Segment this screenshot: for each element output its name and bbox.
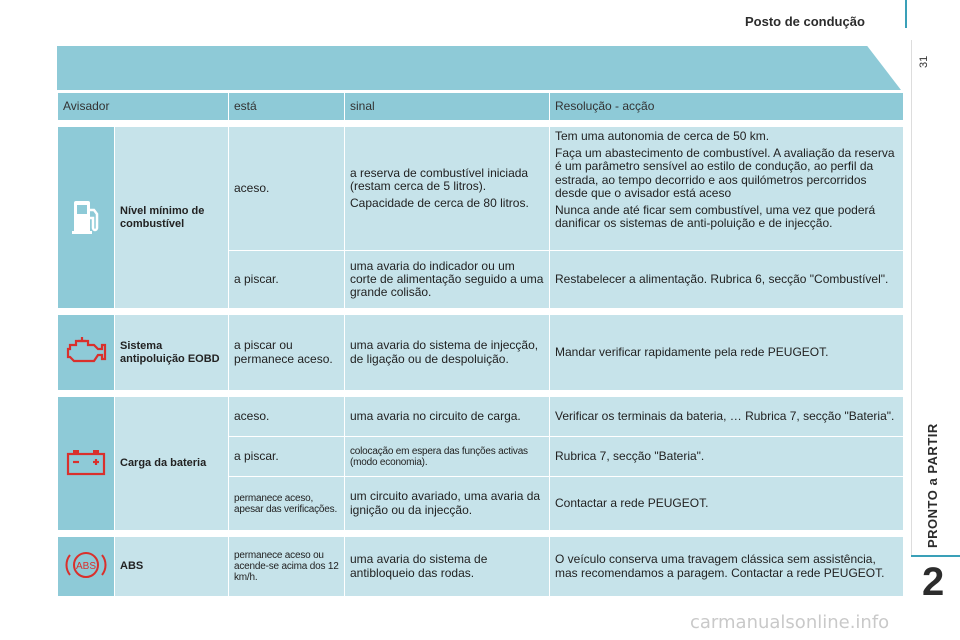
col-header-avisador: Avisador: [58, 93, 229, 121]
battery-icon: [65, 448, 107, 476]
fuel-action-1: [550, 127, 904, 251]
battery-state-3: permanece aceso, apesar das verificações.: [229, 477, 345, 531]
col-header-esta: está: [229, 93, 345, 121]
eobd-action: Mandar verificar rapidamente pela rede PEUGEOT.: [550, 315, 904, 391]
eobd-state: a piscar ou permanece aceso.: [229, 315, 345, 391]
battery-signal-1: uma avaria no circuito de carga.: [345, 397, 550, 437]
fuel-signal-2: uma avaria do indicador ou um corte de alimentação seguido a uma grande colisão.: [345, 251, 550, 309]
fuel-name: Nível mínimo de combustível: [115, 127, 229, 309]
battery-icon-cell: [58, 397, 115, 531]
table-banner: [57, 46, 901, 90]
table-header-row: [58, 93, 904, 121]
table-row: [58, 127, 904, 251]
col-header-resolucao: Resolução - acção: [550, 93, 904, 121]
fuel-action-1-autonomy: Tem uma autonomia de cerca de 50 km.: [555, 129, 770, 143]
header-accent-line: [905, 0, 907, 28]
footer-watermark: carmanualsonline.info: [690, 612, 890, 633]
abs-state: permanece aceso ou acende-se acima dos 12 km/h.: [229, 537, 345, 597]
fuel-signal-1-text: a reserva de combustível iniciada (restam cerca de 5 litros).: [350, 165, 529, 193]
abs-icon: [64, 547, 108, 583]
battery-signal-2: colocação em espera das funções activas (modo economia).: [345, 437, 550, 477]
eobd-icon-cell: [58, 315, 115, 391]
table-row: [58, 537, 904, 597]
battery-action-3: Contactar a rede PEUGEOT.: [550, 477, 904, 531]
table-row: [58, 397, 904, 437]
fuel-signal-1-capacity: Capacidade de cerca de 80 litros.: [350, 196, 529, 211]
engine-check-icon: [64, 335, 108, 367]
col-header-sinal: sinal: [345, 93, 550, 121]
page-header-title: Posto de condução: [745, 14, 865, 29]
fuel-pump-icon: [71, 196, 101, 236]
eobd-signal: uma avaria do sistema de injecção, de ligação ou de despoluição.: [345, 315, 550, 391]
fuel-action-2: Restabelecer a alimentação. Rubrica 6, secção "Combustível".: [550, 251, 904, 309]
side-divider: [911, 40, 912, 555]
battery-action-2: Rubrica 7, secção "Bateria".: [550, 437, 904, 477]
fuel-state-1: aceso.: [229, 127, 345, 251]
fuel-signal-1: [345, 127, 550, 251]
chapter-accent-line: [911, 555, 960, 557]
fuel-action-1-refuel: Faça um abastecimento de combustível. A avaliação da reserva é um parâmetro sensível ao estilo de condução, ao perfil da estrada, ao tempo decorrido e aos quilómetros percorridos desde que o avisador está aceso: [555, 146, 895, 200]
abs-signal: uma avaria do sistema de antibloqueio das rodas.: [345, 537, 550, 597]
battery-signal-3: um circuito avariado, uma avaria da ignição ou da injecção.: [345, 477, 550, 531]
fuel-icon-cell: [58, 127, 115, 309]
table-row: [58, 315, 904, 391]
abs-icon-text: ABS: [75, 560, 97, 572]
abs-action: O veículo conserva uma travagem clássica sem assistência, mas recomendamos a paragem. Contactar a rede PEUGEOT.: [550, 537, 904, 597]
eobd-name: Sistema antipoluição EOBD: [115, 315, 229, 391]
page-number: 31: [918, 55, 930, 68]
battery-name: Carga da bateria: [115, 397, 229, 531]
abs-icon-cell: [58, 537, 115, 597]
abs-name: ABS: [115, 537, 229, 597]
warning-lights-table: [57, 92, 904, 597]
battery-state-2: a piscar.: [229, 437, 345, 477]
fuel-state-2: a piscar.: [229, 251, 345, 309]
fuel-action-1-warning: Nunca ande até ficar sem combustível, uma vez que poderá danificar os sistemas de anti-poluição e de injecção.: [555, 202, 876, 231]
battery-action-1: Verificar os terminais da bateria, … Rubrica 7, secção "Bateria".: [550, 397, 904, 437]
battery-state-1: aceso.: [229, 397, 345, 437]
chapter-number: 2: [922, 560, 945, 604]
section-label: PRONTO a PARTIR: [925, 423, 940, 548]
